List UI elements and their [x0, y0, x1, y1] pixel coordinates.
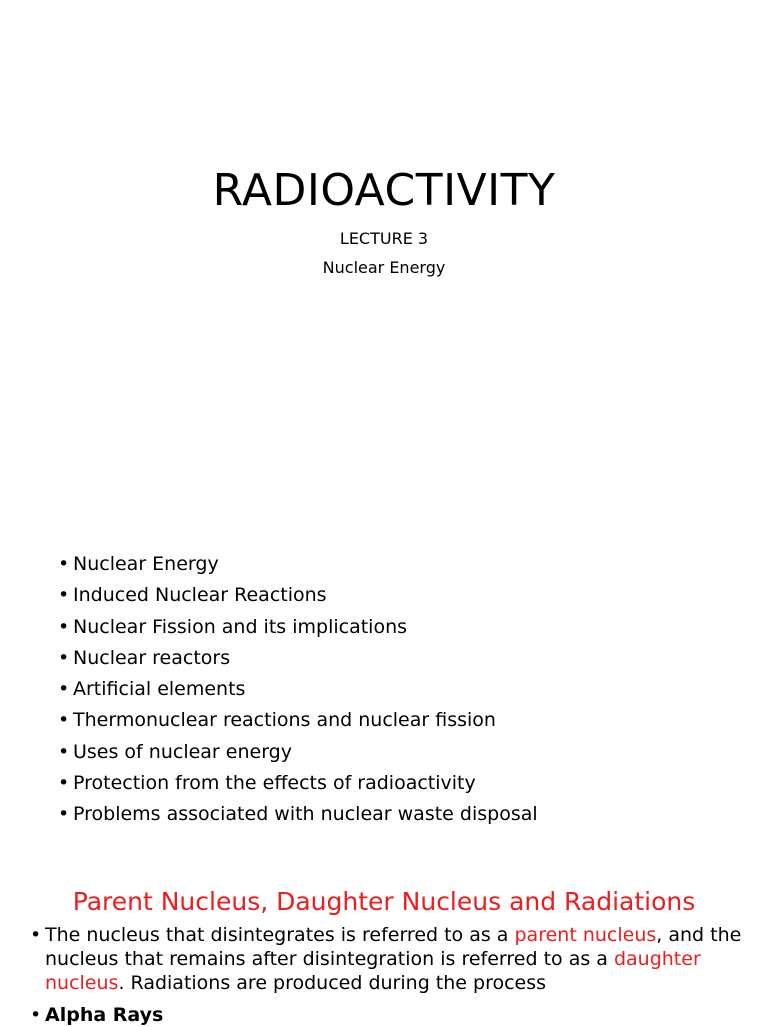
paragraph-text: , and the nucleus that remains after disintegration is referred to as a — [45, 924, 742, 970]
section-title: Parent Nucleus, Daughter Nucleus and Radiations — [72, 887, 696, 916]
agenda-item: • Thermonuclear reactions and nuclear fission — [58, 705, 538, 736]
lecture-label: LECTURE 3 — [339, 229, 429, 248]
paragraph-text: . Radiations are produced during the process — [118, 972, 547, 994]
alpha-rays-bullet — [30, 1003, 163, 1027]
alpha-rays-label: Alpha Rays — [45, 1004, 164, 1026]
bullet-icon: • — [30, 1004, 42, 1026]
agenda-list — [58, 549, 538, 831]
daughter-nucleus-term: daughter nucleus — [45, 948, 701, 994]
paragraph-text: The nucleus that disintegrates is referred to as a — [45, 924, 515, 946]
agenda-item: • Induced Nuclear Reactions — [58, 580, 538, 611]
slide-title: RADIOACTIVITY — [212, 165, 556, 216]
agenda-item: • Nuclear reactors — [58, 643, 538, 674]
agenda-item: • Uses of nuclear energy — [58, 737, 538, 768]
agenda-item: • Artificial elements — [58, 674, 538, 705]
definition-paragraph — [30, 923, 745, 995]
lecture-topic: Nuclear Energy — [322, 258, 446, 277]
agenda-item: • Protection from the effects of radioactivity — [58, 768, 538, 799]
bullet-icon: • — [30, 924, 42, 946]
agenda-item: • Problems associated with nuclear waste disposal — [58, 799, 538, 830]
agenda-item: • Nuclear Fission and its implications — [58, 612, 538, 643]
agenda-item: • Nuclear Energy — [58, 549, 538, 580]
parent-nucleus-term: parent nucleus — [514, 924, 657, 946]
